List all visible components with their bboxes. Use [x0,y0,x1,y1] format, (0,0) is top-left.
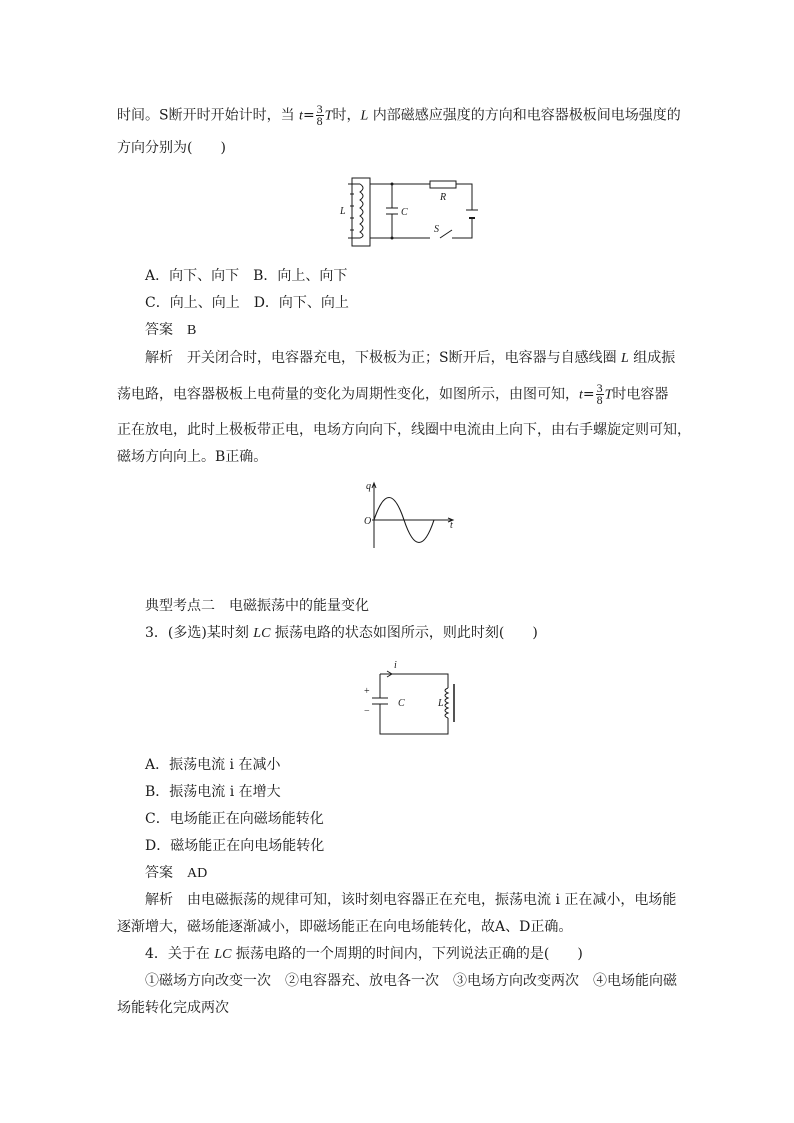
label-plus: + [364,686,370,697]
q3-option-a: A．振荡电流 i 在减小 [145,757,281,773]
q2-stem-line2: 方向分别为( ) [117,140,226,156]
q3-lc-circuit-diagram [362,658,462,738]
fraction-denominator: 8 [596,393,603,407]
q3-option-c: C．电场能正在向磁场能转化 [145,811,324,827]
q2-option-line-1: A．向下、向下 B．向上、向下 [145,268,348,284]
inductor-coil [445,684,454,722]
origin-label: O [364,516,372,527]
answer-value: AD [187,866,208,881]
axis-label-t: t [450,520,453,531]
q2-explanation-line3: 正在放电，此时上极板带正电，电场方向向下，线圈中电流由上向下，由右手螺旋定则可知， [117,422,691,438]
capacitor-symbol [372,698,388,704]
stem-text: 振荡电路的状态如图所示，则此时刻( ) [270,625,538,641]
label-C: C [398,698,405,709]
q3-stem [145,623,538,644]
LC-variable: LC [214,947,232,962]
q3-answer [145,863,207,884]
fraction-3-8 [596,383,604,406]
label-R: R [440,192,447,203]
explanation-text: 组成振 [628,350,676,366]
q3-option-d: D．磁场能正在向电场能转化 [145,838,325,854]
iron-core [352,178,370,246]
t-variable: t [579,387,583,403]
L-variable: L [621,351,629,366]
label-L: L [438,698,444,709]
axis-label-q: q [366,481,371,492]
LC-variable: LC [253,626,271,641]
explanation-label: 解析 [145,892,173,908]
T-variable: T [324,108,333,124]
resistor-symbol [430,181,456,188]
label-minus: − [364,706,370,717]
explanation-text: 开关闭合时，电容器充电，下极板为正；S断开后，电容器与自感线圈 [187,350,622,366]
junction-node [391,183,394,186]
stem-text: 内部磁感应强度的方向和电容器极板间电场强度的 [368,107,681,124]
q2-answer [145,320,196,341]
equals-sign: = [582,386,595,403]
fraction-numerator: 3 [596,381,603,395]
stem-text: 3．(多选)某时刻 [145,625,254,641]
L-variable: L [360,108,369,124]
battery-symbol [466,210,478,218]
q2-explanation-line1 [145,348,675,369]
stem-text: 4．关于在 [145,946,215,962]
junction-node [391,237,394,240]
section-title: 典型考点二 电磁振荡中的能量变化 [145,598,369,614]
answer-value: B [187,323,197,338]
q3-explanation-line2: 逐渐增大，磁场能逐渐减小，即磁场能正在向电场能转化，故A、D正确。 [117,919,573,935]
q2-explanation-line4: 磁场方向向上。B正确。 [117,449,268,465]
label-C: C [401,207,408,218]
q2-explanation-line2 [117,383,668,406]
q2-circuit-diagram [340,176,490,248]
fraction-denominator: 8 [316,114,323,128]
fraction-numerator: 3 [316,102,323,116]
q4-stem [145,944,583,965]
inductor-coil [348,184,363,238]
T-variable: T [604,387,613,403]
explanation-text: 荡电路，电容器极板上电荷量的变化为周期性变化，如图所示，由图可知， [117,386,579,403]
q2-option-line-2: C．向上、向上 D．向下、向上 [145,295,349,311]
q4-items-line2: 场能转化完成两次 [117,1000,229,1016]
circuit-wires [370,184,472,238]
stem-text: 时间。S断开时开始计时，当 [117,107,300,124]
q3-explanation-line1 [145,890,676,910]
stem-text: 振荡电路的一个周期的时间内，下列说法正确的是( ) [231,946,583,962]
q-t-sine-graph [362,480,462,550]
explanation-text: 由电磁振荡的规律可知，该时刻电容器正在充电，振荡电流 i 正在减小，电场能 [187,892,677,908]
explanation-text: 时电容器 [612,386,669,403]
q4-items-line1: ①磁场方向改变一次 ②电容器充、放电各一次 ③电场方向改变两次 ④电场能向磁 [145,973,677,989]
stem-text: 时， [332,107,361,124]
answer-label: 答案 [145,865,173,881]
answer-label: 答案 [145,322,173,338]
label-L: L [340,206,346,217]
fraction-3-8 [316,104,324,127]
q2-stem-line1 [117,104,681,127]
label-i: i [394,660,397,671]
capacitor-symbol [386,208,398,214]
q3-option-b: B．振荡电流 i 在增大 [145,784,281,800]
t-variable: t [299,108,303,124]
label-S: S [434,224,439,235]
equals-sign: = [302,107,315,124]
explanation-label: 解析 [145,350,173,366]
